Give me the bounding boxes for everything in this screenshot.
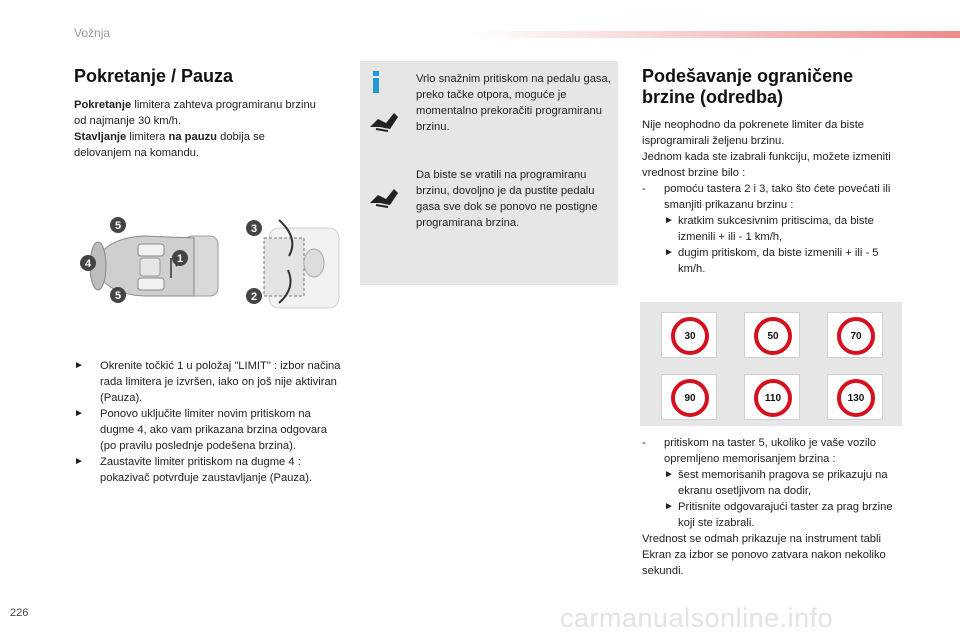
speed-sign-label: 130 [837,379,875,417]
dash-item [642,181,904,213]
callout-1 [172,250,188,266]
intro-text-2: limitera [126,131,169,143]
info-para-1: Vrlo snažnim pritiskom na pedalu gasa, preko tačke otpora, moguće je momentalno prekoračiti programiranu brzinu. [416,73,611,133]
bullet-text: Okrenite točkić 1 u položaj "LIMIT" : izbor načina rada limitera je izvršen, iako on još nije aktiviran (Pauza). [100,360,341,404]
svg-text:1: 1 [176,253,184,265]
bullet-item [74,406,344,454]
callout-2 [246,288,262,304]
bullet-text: Zaustavite limiter pritiskom na dugme 4 : pokazivač potvrđuje zaustavljanje (Pauza). [100,456,313,484]
bullet-item [74,454,344,486]
speed-sign-label: 50 [754,317,792,355]
dash-marker: - [642,437,646,449]
dash-item [642,435,904,467]
sub-bullet-text: kratkim sukcesivnim pritiscima, da biste izmenili + ili - 1 km/h, [678,215,874,243]
speed-sign-label: 90 [671,379,709,417]
speed-sign-90[interactable] [661,374,717,420]
right-title [642,66,853,108]
sub-bullet-text: Pritisnite odgovarajući taster za prag brzine koji ste izabrali. [678,501,893,529]
bullet-marker-icon: ► [664,247,674,258]
intro-bold-2: Stavljanje [74,131,127,143]
info-icon [368,71,384,93]
svg-text:2: 2 [250,291,258,303]
intro-bold-1: Pokretanje [74,99,132,111]
speed-sign-130[interactable] [827,374,883,420]
svg-text:5: 5 [114,220,122,232]
svg-text:5: 5 [114,290,122,302]
sub-bullet-item [642,245,904,277]
sub-bullet-item [642,213,904,245]
speed-sign-label: 70 [837,317,875,355]
speed-sign-50[interactable] [744,312,800,358]
right-paragraph: Jednom kada ste izabrali funkciju, možete izmeniti vrednost brzine bilo : [642,151,891,179]
callout-5-top [110,217,126,233]
right-lower-text [642,435,904,579]
info-box [360,61,618,285]
callout-3 [246,220,262,236]
callout-4 [80,255,96,271]
info-para-2: Da biste se vratili na programiranu brzinu, dovoljno je da pustite pedalu gasa sve dok se ponovo ne postigne programirana brzina. [416,169,598,229]
speed-sign-30[interactable] [661,312,717,358]
sub-bullet-item [642,467,904,499]
speed-limiter-stalk [90,236,218,296]
bullet-text: Ponovo uključite limiter novim pritiskom na dugme 4, ako vam prikazana brzina odgovara (po pravilu poslednje podešena brzina). [100,408,327,452]
right-title-line-1: Podešavanje ograničene [642,66,854,86]
right-upper-text [642,117,904,277]
svg-text:4: 4 [84,258,92,270]
bullet-marker-icon: ► [664,469,674,480]
right-paragraph: Ekran za izbor se ponovo zatvara nakon nekoliko sekundi. [642,549,886,577]
stalk-illustration [74,208,344,318]
right-title-line-2: brzine (odredba) [642,87,784,107]
left-title: Pokretanje / Pauza [74,66,234,86]
right-paragraph: Vrednost se odmah prikazuje na instrument tabli [642,533,882,545]
bullet-marker-icon: ► [74,408,84,419]
header-gradient-bar [470,31,960,38]
dash-text: pomoću tastera 2 i 3, tako što ćete povećati ili smanjiti prikazanu brzinu : [664,183,891,211]
bullet-marker-icon: ► [664,215,674,226]
bullet-marker-icon: ► [74,456,84,467]
left-intro [74,97,324,161]
wheel-control-illustration [264,220,339,308]
pedal-release-icon [368,185,402,209]
callout-5-bottom [110,287,126,303]
speed-sign-70[interactable] [827,312,883,358]
watermark: carmanualsonline.info [560,603,834,633]
section-header: Vožnja [74,26,111,40]
bullet-marker-icon: ► [74,360,84,371]
page-number: 226 [10,607,29,619]
speed-presets-panel [640,302,902,426]
speed-sign-label: 110 [754,379,792,417]
dash-marker: - [642,183,646,195]
intro-text-3: dobija se delovanjem na komandu. [74,131,265,159]
svg-text:3: 3 [250,223,258,235]
sub-bullet-text: šest memorisanih pragova se prikazuju na ekranu osetljivom na dodir, [678,469,888,497]
sub-bullet-text: dugim pritiskom, da biste izmenili + ili - 5 km/h. [678,247,879,275]
intro-bold-3: na pauzu [168,131,217,143]
dash-text: pritiskom na taster 5, ukoliko je vaše vozilo opremljeno memorisanjem brzina : [664,437,877,465]
speed-sign-label: 30 [671,317,709,355]
intro-text-1: limitera zahteva programiranu brzinu od najmanje 30 km/h. [74,99,316,127]
right-paragraph: Nije neophodno da pokrenete limiter da biste isprogramirali željenu brzinu. [642,119,865,147]
left-bullets [74,358,344,486]
speed-sign-110[interactable] [744,374,800,420]
bullet-marker-icon: ► [664,501,674,512]
sub-bullet-item [642,499,904,531]
pedal-press-icon [368,109,402,133]
bullet-item [74,358,344,406]
